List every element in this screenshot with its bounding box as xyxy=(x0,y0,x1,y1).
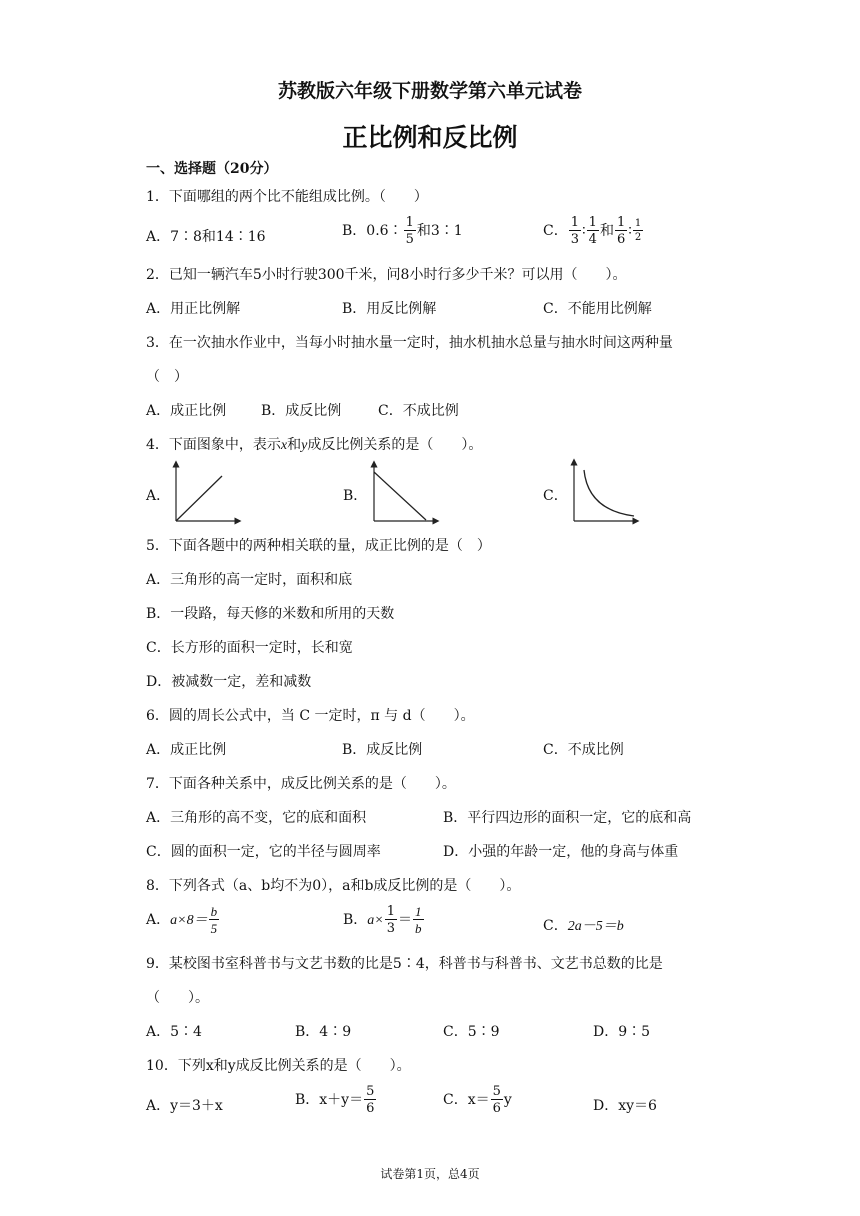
q4-var-y: y xyxy=(301,438,308,453)
q10-option-a: A．y＝3＋x xyxy=(146,1098,223,1114)
q4-option-c-label: C． xyxy=(543,488,568,504)
q8-c-expr: 2a－5＝b xyxy=(567,919,624,934)
q1-c-colon-1: ∶ xyxy=(582,223,586,239)
q10-stem: 10．下列x和y成反比例关系的是（ ）。 xyxy=(146,1058,411,1074)
q8-b-expr: a× xyxy=(367,913,384,928)
q6-option-c: C．不成比例 xyxy=(543,742,624,758)
q10-option-d: D．xy＝6 xyxy=(593,1098,657,1114)
q9-option-a: A．5∶4 xyxy=(146,1024,202,1040)
exam-title: 苏教版六年级下册数学第六单元试卷 xyxy=(277,80,582,102)
q1-c-fraction-4: $\frac{1}{2}$ xyxy=(634,218,642,243)
q2-option-a: A．用正比例解 xyxy=(146,301,241,317)
q5-stem: 5．下面各题中的两种相关联的量，成正比例的是（ ） xyxy=(146,538,491,554)
q6-option-a: A．成正比例 xyxy=(146,742,227,758)
q3-stem-line2: （ ） xyxy=(146,369,188,385)
q4-graph-a xyxy=(168,460,242,526)
q1-c-fraction-1: $\frac{1}{3}$ xyxy=(570,215,579,247)
q9-option-d: D．9∶5 xyxy=(593,1024,651,1040)
q8-b-prefix: B． xyxy=(343,912,368,928)
q10-c-fraction: $\frac{5}{6}$ xyxy=(492,1084,501,1116)
q1-c-colon-2: ∶ xyxy=(628,223,632,239)
q4-graph-c xyxy=(566,458,640,526)
q7-option-a: A．三角形的高不变，它的底和面积 xyxy=(146,810,367,826)
section-heading: 一、选择题（20分） xyxy=(146,161,278,177)
q7-option-d: D．小强的年龄一定，他的身高与体重 xyxy=(443,844,679,860)
q7-option-b: B．平行四边形的面积一定，它的底和高 xyxy=(443,810,692,826)
q8-b-fraction-2: $\frac{1}{b}$ xyxy=(415,904,422,936)
q4-graph-b xyxy=(366,460,440,526)
q4-stem-suffix: 成反比例关系的是（ ）。 xyxy=(307,437,483,453)
hyperbola-curve xyxy=(584,470,634,516)
q10-b-fraction: $\frac{5}{6}$ xyxy=(366,1084,375,1116)
q10-option-c xyxy=(443,1085,512,1115)
q7-option-c: C．圆的面积一定，它的半径与圆周率 xyxy=(146,844,381,860)
q8-option-b xyxy=(343,905,425,935)
q8-b-equals: ＝ xyxy=(398,912,413,928)
q3-option-a: A．成正比例 xyxy=(146,403,227,419)
q8-a-fraction: $\frac{b}{5}$ xyxy=(210,904,218,936)
q5-option-a: A．三角形的高一定时，面积和底 xyxy=(146,572,353,588)
q2-option-b: B．用反比例解 xyxy=(342,301,437,317)
q1-option-a: A．7∶8和14∶16 xyxy=(146,229,266,245)
decreasing-line xyxy=(374,472,426,520)
q9-stem-line1: 9．某校图书室科普书与文艺书数的比是5∶4，科普书与科普书、文艺书总数的比是 xyxy=(146,956,663,972)
exam-subtitle: 正比例和反比例 xyxy=(342,123,518,152)
q8-c-prefix: C． xyxy=(543,918,568,934)
q9-option-b: B．4∶9 xyxy=(295,1024,352,1040)
q1-b-fraction: $\frac{1}{5}$ xyxy=(405,215,414,247)
q4-option-b-label: B． xyxy=(343,488,368,504)
q4-stem xyxy=(146,434,482,454)
q8-option-a xyxy=(146,905,220,935)
q8-stem: 8．下列各式（a、b均不为0），a和b成反比例的是（ ）。 xyxy=(146,878,521,894)
q3-stem-line1: 3．在一次抽水作业中，当每小时抽水量一定时，抽水机抽水总量与抽水时间这两种量 xyxy=(146,335,673,351)
q4-var-x: x xyxy=(280,438,288,453)
q1-c-prefix: C． xyxy=(543,223,568,239)
q8-a-expr: a×8＝ xyxy=(170,913,208,928)
q8-option-c xyxy=(543,915,624,935)
q10-b-prefix: B．x＋y＝ xyxy=(295,1092,364,1108)
q9-option-c: C．5∶9 xyxy=(443,1024,500,1040)
q3-option-c: C．不成比例 xyxy=(378,403,459,419)
q2-option-c: C．不能用比例解 xyxy=(543,301,652,317)
q1-b-suffix: 和3∶1 xyxy=(416,223,463,239)
q9-stem-line2: （ ）。 xyxy=(146,990,209,1006)
q7-stem: 7．下面各种关系中，成反比例关系的是（ ）。 xyxy=(146,776,456,792)
q10-option-b xyxy=(295,1085,377,1115)
q4-stem-mid: 和 xyxy=(287,437,302,453)
q6-option-b: B．成反比例 xyxy=(342,742,423,758)
q1-c-fraction-2: $\frac{1}{4}$ xyxy=(588,215,597,247)
q1-stem: 1．下面哪组的两个比不能组成比例。（ ） xyxy=(146,189,428,205)
q4-stem-prefix: 4．下面图象中，表示 xyxy=(146,437,281,453)
q3-option-b: B．成反比例 xyxy=(261,403,342,419)
q8-b-fraction-1: $\frac{1}{3}$ xyxy=(386,904,396,936)
q5-option-d: D．被减数一定，差和减数 xyxy=(146,674,312,690)
q5-option-c: C．长方形的面积一定时，长和宽 xyxy=(146,640,353,656)
increasing-line xyxy=(176,476,222,521)
q10-c-suffix: y xyxy=(503,1092,512,1108)
page-footer: 试卷第1页，总4页 xyxy=(380,1167,480,1181)
q2-stem: 2．已知一辆汽车5小时行驶300千米，问8小时行多少千米？可以用（ ）。 xyxy=(146,267,627,283)
q8-a-prefix: A． xyxy=(146,912,171,928)
q1-c-and: 和 xyxy=(599,223,614,239)
q5-option-b: B．一段路，每天修的米数和所用的天数 xyxy=(146,606,395,622)
q6-stem: 6．圆的周长公式中，当 C 一定时，π 与 d（ ）。 xyxy=(146,708,475,724)
q10-c-prefix: C．x＝ xyxy=(443,1092,490,1108)
q1-option-c xyxy=(543,216,644,246)
q4-option-a-label: A． xyxy=(146,488,171,504)
q1-option-b xyxy=(342,216,463,246)
q1-c-fraction-3: $\frac{1}{6}$ xyxy=(616,215,626,247)
q1-b-prefix: B．0.6∶ xyxy=(342,223,403,239)
